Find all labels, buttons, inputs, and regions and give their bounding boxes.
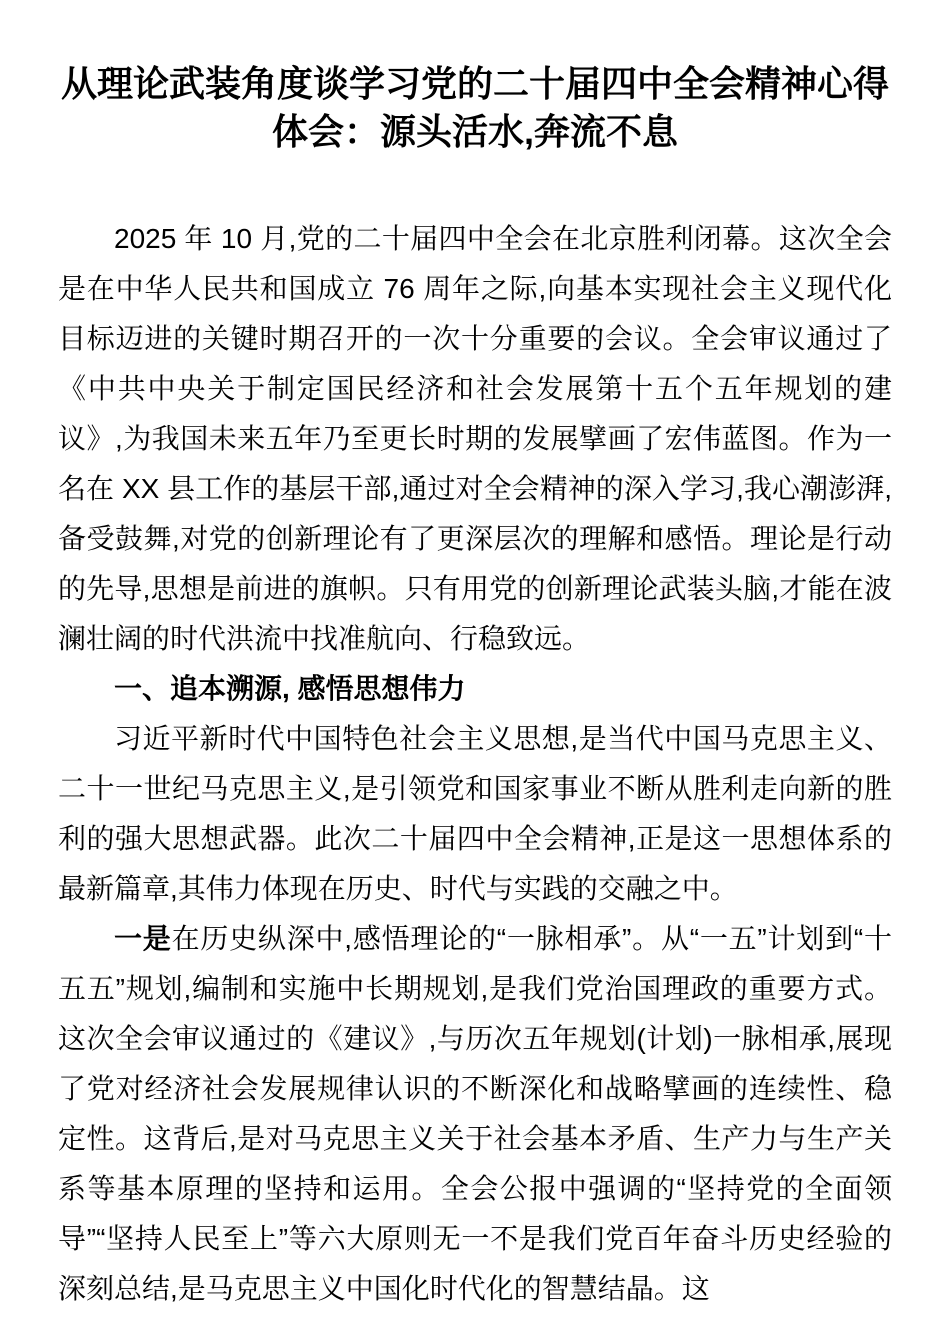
paragraph-point-one-text: 在历史纵深中,感悟理论的“一脉相承”。从“一五”计划到“十五五”规划,编制和实施中长期规划,是我们党治国理政的重要方式。这次全会审议通过的《建议》,与历次五年规划(计划)一脉相承,展现了党对经济社会发展规律认识的不断深化和战略擘画的连续性、稳定性。这背后,是对马克思主义关于社会基本矛盾、生产力与生产关系等基本原理的坚持和运用。全会公报中强调的“坚持党的全面领导”“坚持人民至上”等六大原则无一不是我们党百年奋斗历史经验的深刻总结,是马克思主义中国化时代化的智慧结晶。这: [58, 923, 892, 1304]
paragraph-introduction: 2025 年 10 月,党的二十届四中全会在北京胜利闭幕。这次全会是在中华人民共和国成立 76 周年之际,向基本实现社会主义现代化目标迈进的关键时期召开的一次十分重要的会议。全会审议通过了《中共中央关于制定国民经济和社会发展第十五个五年规划的建议》,为我国未来五年乃至更长时期的发展擘画了宏伟蓝图。作为一名在 XX 县工作的基层干部,通过对全会精神的深入学习,我心潮澎湃,备受鼓舞,对党的创新理论有了更深层次的理解和感悟。理论是行动的先导,思想是前进的旗帜。只有用党的创新理论武装头脑,才能在波澜壮阔的时代洪流中找准航向、行稳致远。: [58, 223, 892, 654]
paragraph-point-one: [58, 914, 892, 1314]
document-title: 从理论武装角度谈学习党的二十届四中全会精神心得体会：源头活水,奔流不息: [60, 63, 889, 152]
section-heading-one: 一、追本溯源, 感悟思想伟力: [114, 673, 466, 704]
paragraph-thought-system: 习近平新时代中国特色社会主义思想,是当代中国马克思主义、二十一世纪马克思主义,是引领党和国家事业不断从胜利走向新的胜利的强大思想武器。此次二十届四中全会精神,正是这一思想体系的最新篇章,其伟力体现在历史、时代与实践的交融之中。: [58, 723, 892, 904]
paragraph-point-one-lead: 一是: [114, 923, 172, 954]
